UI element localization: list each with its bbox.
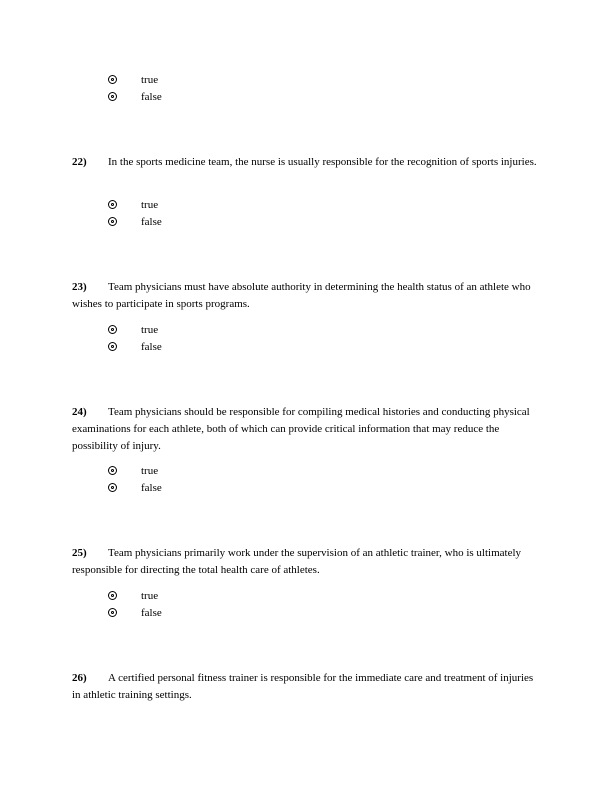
question-text: Team physicians primarily work under the supervision of an athletic trainer, who is ultimately responsible for directing the total health care of athletes. <box>72 547 522 576</box>
answer-option-true[interactable] <box>108 321 162 338</box>
answer-options-21 <box>108 71 162 105</box>
answer-option-true[interactable] <box>108 196 162 213</box>
question-text: In the sports medicine team, the nurse is usually responsible for the recognition of sports injuries. <box>108 156 537 168</box>
answer-options-23 <box>108 321 162 355</box>
option-label: true <box>141 198 159 211</box>
question-number: 26) <box>72 672 87 684</box>
option-label: true <box>141 589 159 602</box>
option-label: true <box>141 73 159 86</box>
answer-option-true[interactable] <box>108 71 162 88</box>
option-label: false <box>141 606 162 619</box>
answer-option-false[interactable] <box>108 338 162 355</box>
radio-icon[interactable] <box>108 466 117 475</box>
question-text: Team physicians must have absolute authority in determining the health status of an athlete who wishes to participate in sports programs. <box>72 281 531 310</box>
radio-icon[interactable] <box>108 608 117 617</box>
question-22 <box>72 154 540 171</box>
option-label: true <box>141 323 159 336</box>
question-26 <box>72 670 540 704</box>
question-number: 23) <box>72 281 87 293</box>
option-label: false <box>141 215 162 228</box>
radio-icon[interactable] <box>108 591 117 600</box>
radio-icon[interactable] <box>108 325 117 334</box>
option-label: false <box>141 90 162 103</box>
answer-option-false[interactable] <box>108 88 162 105</box>
question-number: 24) <box>72 406 87 418</box>
answer-option-true[interactable] <box>108 587 162 604</box>
option-label: false <box>141 340 162 353</box>
question-25 <box>72 545 540 579</box>
answer-option-false[interactable] <box>108 213 162 230</box>
answer-option-true[interactable] <box>108 462 162 479</box>
question-text: Team physicians should be responsible for compiling medical histories and conducting physical examinations for each athlete, both of which can provide critical information that may reduce the possibility of injury. <box>72 406 530 452</box>
radio-icon[interactable] <box>108 217 117 226</box>
radio-icon[interactable] <box>108 92 117 101</box>
question-text: A certified personal fitness trainer is responsible for the immediate care and treatment of injuries in athletic training settings. <box>72 672 534 701</box>
answer-options-22 <box>108 196 162 230</box>
radio-icon[interactable] <box>108 483 117 492</box>
question-24 <box>72 404 540 455</box>
answer-option-false[interactable] <box>108 479 162 496</box>
option-label: false <box>141 481 162 494</box>
radio-icon[interactable] <box>108 75 117 84</box>
answer-options-25 <box>108 587 162 621</box>
radio-icon[interactable] <box>108 200 117 209</box>
answer-option-false[interactable] <box>108 604 162 621</box>
question-number: 25) <box>72 547 87 559</box>
radio-icon[interactable] <box>108 342 117 351</box>
question-23 <box>72 279 540 313</box>
answer-options-24 <box>108 462 162 496</box>
question-number: 22) <box>72 156 87 168</box>
option-label: true <box>141 464 159 477</box>
